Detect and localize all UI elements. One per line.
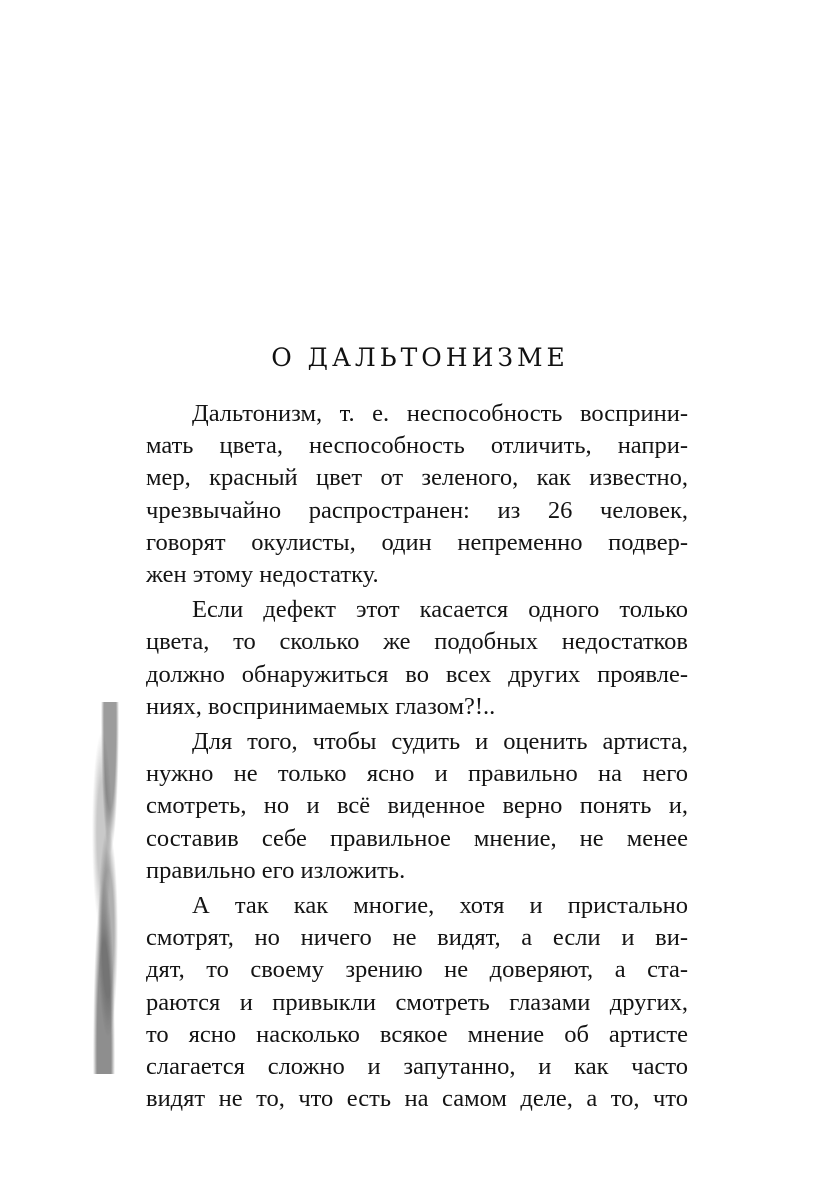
text-line: жен этому недостатку. xyxy=(146,561,379,589)
text-line: составив себе правильное мнение, не менее xyxy=(146,824,688,852)
text-line: правильно его изложить. xyxy=(146,856,406,884)
text-line: чрезвычайно распространен: из 26 человек, xyxy=(146,496,688,524)
paragraph-1 xyxy=(100,398,688,591)
scan-smudge xyxy=(86,702,126,1074)
text-line: раются и привыкли смотреть глазами других, xyxy=(146,988,688,1016)
text-line: смотрят, но ничего не видят, а если и ви- xyxy=(146,924,688,952)
text-line: мер, красный цвет от зеленого, как известно, xyxy=(146,464,688,492)
text-line: видят не то, что есть на самом деле, а то, что xyxy=(146,1085,688,1113)
text-line: цвета, то сколько же подобных недостатков xyxy=(146,628,688,656)
text-line: ниях, воспринимаемых глазом?!.. xyxy=(146,692,496,720)
text-line: нужно не только ясно и правильно на него xyxy=(146,760,688,788)
chapter-title: О ДАЛЬТОНИЗМЕ xyxy=(271,343,569,372)
text-line: дят, то своему зрению не доверяют, а ста- xyxy=(146,956,688,984)
text-line: смотреть, но и всё виденное верно понять и, xyxy=(146,792,688,820)
body-text xyxy=(100,398,688,1115)
paragraph-2 xyxy=(100,594,688,723)
paragraph-3 xyxy=(100,726,688,887)
text-line: А так как многие, хотя и пристально xyxy=(192,892,688,920)
text-line: говорят окулисты, один непременно подвер- xyxy=(146,528,688,556)
text-line: слагается сложно и запутанно, и как часто xyxy=(146,1053,688,1081)
text-line: Для того, чтобы судить и оценить артиста, xyxy=(192,728,688,756)
text-line: Дальтонизм, т. е. неспособность восприни- xyxy=(192,400,688,427)
text-line: Если дефект этот касается одного только xyxy=(192,596,688,624)
text-line: мать цвета, неспособность отличить, напри- xyxy=(146,432,688,460)
paragraph-4 xyxy=(100,890,688,1115)
text-line: должно обнаружиться во всех других проявле- xyxy=(146,660,688,688)
text-line: то ясно насколько всякое мнение об артисте xyxy=(146,1020,688,1048)
